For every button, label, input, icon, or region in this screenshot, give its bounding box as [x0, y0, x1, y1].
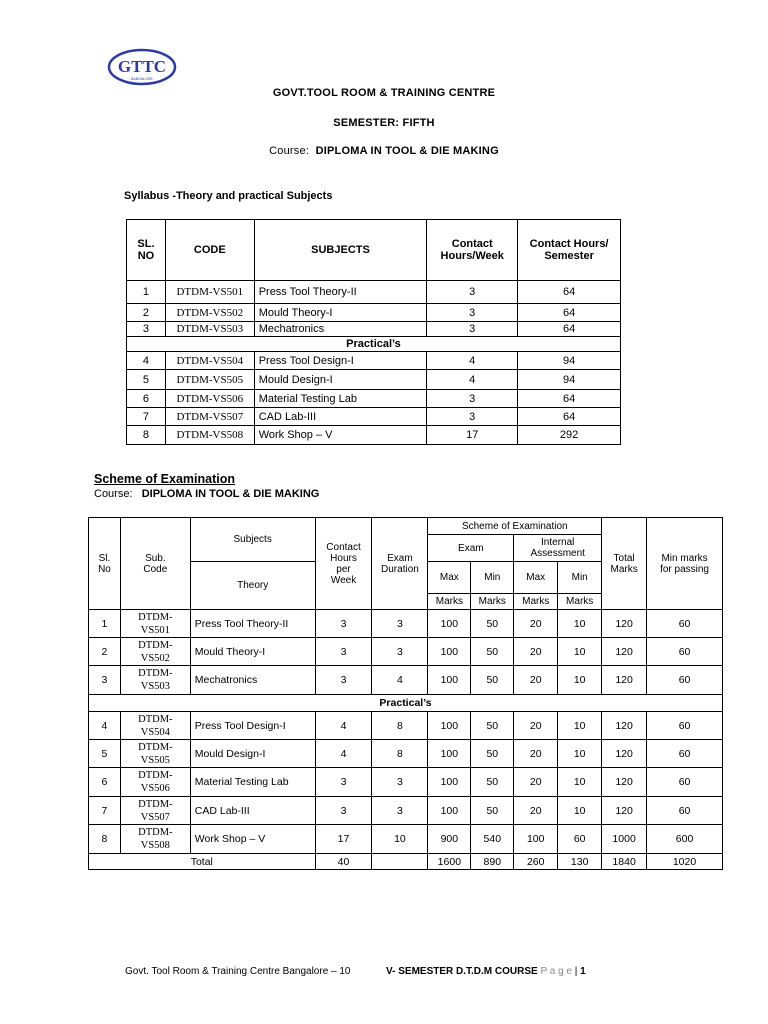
row-hours-sem: 94: [518, 352, 621, 370]
footer-right: [386, 966, 586, 977]
row-int-max: 20: [514, 638, 558, 666]
course-line: [0, 145, 768, 157]
row-pass: 600: [647, 825, 723, 854]
row-total: 120: [602, 638, 647, 666]
scheme-total-row: [89, 854, 723, 870]
total-pass: 1020: [647, 854, 723, 870]
syllabus-title: Syllabus -Theory and practical Subjects: [124, 190, 333, 202]
row-int-max: 100: [514, 825, 558, 854]
header-hours-sem: Contact Hours/ Semester: [518, 220, 621, 281]
scheme-course-label: Course:: [94, 488, 133, 500]
scheme-row: [89, 666, 723, 695]
scheme-header-marks-3: Marks: [514, 594, 558, 610]
row-code: DTDM- VS504: [120, 712, 190, 740]
row-total: 120: [602, 768, 647, 797]
row-int-min: 10: [558, 797, 602, 825]
row-exam-min: 50: [471, 610, 514, 638]
scheme-header-row-1: [89, 518, 723, 535]
row-sl: 7: [89, 797, 121, 825]
row-sl: 4: [89, 712, 121, 740]
row-int-max: 20: [514, 740, 558, 768]
row-exam-max: 100: [428, 797, 471, 825]
row-code: DTDM-VS503: [165, 322, 254, 337]
row-sl: 1: [127, 281, 166, 304]
total-int-max: 260: [514, 854, 558, 870]
scheme-header-exam-min: Min: [471, 562, 514, 594]
scheme-title: Scheme of Examination: [94, 472, 236, 486]
row-subject: Mechatronics: [190, 666, 315, 695]
scheme-header-marks-2: Marks: [471, 594, 514, 610]
scheme-header-min-pass: Min marks for passing: [647, 518, 723, 610]
scheme-row: [89, 638, 723, 666]
row-contact: 3: [315, 797, 372, 825]
syllabus-row: [127, 370, 621, 390]
header-sl: SL. NO: [127, 220, 166, 281]
row-duration: 8: [372, 712, 428, 740]
header-code: CODE: [165, 220, 254, 281]
total-label: Total: [89, 854, 316, 870]
row-total: 120: [602, 610, 647, 638]
scheme-row: [89, 610, 723, 638]
row-exam-max: 100: [428, 638, 471, 666]
row-subject: Press Tool Theory-II: [190, 610, 315, 638]
row-int-min: 10: [558, 638, 602, 666]
scheme-row: [89, 768, 723, 797]
row-int-min: 10: [558, 740, 602, 768]
row-int-min: 10: [558, 610, 602, 638]
row-pass: 60: [647, 638, 723, 666]
row-exam-min: 50: [471, 712, 514, 740]
scheme-course-name: DIPLOMA IN TOOL & DIE MAKING: [141, 488, 320, 500]
row-exam-max: 100: [428, 610, 471, 638]
row-int-min: 60: [558, 825, 602, 854]
row-pass: 60: [647, 610, 723, 638]
syllabus-table: [126, 219, 621, 445]
row-contact: 17: [315, 825, 372, 854]
scheme-header-int-max: Max: [514, 562, 558, 594]
row-int-max: 20: [514, 666, 558, 695]
org-title: GOVT.TOOL ROOM & TRAINING CENTRE: [272, 87, 496, 99]
row-exam-min: 50: [471, 797, 514, 825]
row-sl: 1: [89, 610, 121, 638]
row-code: DTDM- VS507: [120, 797, 190, 825]
row-subject: Material Testing Lab: [190, 768, 315, 797]
total-contact: 40: [315, 854, 372, 870]
scheme-header-subjects: Subjects: [190, 518, 315, 562]
scheme-header-internal: Internal Assessment: [514, 535, 602, 562]
row-code: DTDM- VS503: [120, 666, 190, 695]
row-subject: Mechatronics: [254, 322, 427, 337]
course-label: Course:: [269, 145, 310, 157]
row-duration: 4: [372, 666, 428, 695]
scheme-practical-body: [89, 712, 723, 854]
row-hours-sem: 64: [518, 304, 621, 322]
row-total: 1000: [602, 825, 647, 854]
scheme-practicals-row: [89, 695, 723, 712]
row-contact: 3: [315, 638, 372, 666]
syllabus-practicals-row: [127, 337, 621, 352]
scheme-practicals-label: Practical’s: [89, 695, 723, 712]
row-sl: 6: [127, 390, 166, 408]
course-name: DIPLOMA IN TOOL & DIE MAKING: [315, 145, 499, 157]
syllabus-row: [127, 352, 621, 370]
row-subject: Mould Theory-I: [254, 304, 427, 322]
row-duration: 3: [372, 768, 428, 797]
footer-left: Govt. Tool Room & Training Centre Bangalore – 10: [125, 966, 351, 977]
row-hours-sem: 64: [518, 322, 621, 337]
row-duration: 3: [372, 638, 428, 666]
row-total: 120: [602, 797, 647, 825]
scheme-theory-body: [89, 610, 723, 695]
row-hours-sem: 292: [518, 426, 621, 445]
row-subject: Work Shop – V: [254, 426, 427, 445]
row-duration: 8: [372, 740, 428, 768]
row-int-min: 10: [558, 666, 602, 695]
row-hours-week: 4: [427, 370, 518, 390]
row-hours-sem: 94: [518, 370, 621, 390]
logo-subtext: BANGALORE: [131, 77, 153, 81]
row-sl: 2: [127, 304, 166, 322]
scheme-header-theory: Theory: [190, 562, 315, 610]
row-pass: 60: [647, 740, 723, 768]
row-sl: 3: [89, 666, 121, 695]
scheme-header-marks-1: Marks: [428, 594, 471, 610]
row-subject: Mould Theory-I: [190, 638, 315, 666]
row-code: DTDM- VS508: [120, 825, 190, 854]
row-exam-max: 100: [428, 712, 471, 740]
row-hours-sem: 64: [518, 281, 621, 304]
row-hours-week: 3: [427, 408, 518, 426]
row-sl: 7: [127, 408, 166, 426]
syllabus-practical-body: [127, 352, 621, 445]
row-exam-min: 50: [471, 666, 514, 695]
scheme-header-exam: Exam: [428, 535, 514, 562]
row-exam-max: 100: [428, 740, 471, 768]
row-subject: CAD Lab-III: [190, 797, 315, 825]
total-int-min: 130: [558, 854, 602, 870]
row-total: 120: [602, 740, 647, 768]
row-subject: Press Tool Design-I: [190, 712, 315, 740]
row-exam-min: 540: [471, 825, 514, 854]
row-sl: 4: [127, 352, 166, 370]
row-total: 120: [602, 666, 647, 695]
syllabus-header-row: [127, 220, 621, 281]
row-code: DTDM- VS506: [120, 768, 190, 797]
row-code: DTDM-VS505: [165, 370, 254, 390]
row-exam-min: 50: [471, 768, 514, 797]
row-sl: 6: [89, 768, 121, 797]
row-code: DTDM-VS508: [165, 426, 254, 445]
row-int-max: 20: [514, 712, 558, 740]
syllabus-row: [127, 390, 621, 408]
row-exam-max: 900: [428, 825, 471, 854]
row-contact: 4: [315, 712, 372, 740]
row-exam-max: 100: [428, 768, 471, 797]
row-subject: Press Tool Design-I: [254, 352, 427, 370]
scheme-header-int-min: Min: [558, 562, 602, 594]
scheme-row: [89, 825, 723, 854]
header-subjects: SUBJECTS: [254, 220, 427, 281]
scheme-course-line: [94, 488, 319, 500]
scheme-header-contact: Contact Hours per Week: [315, 518, 372, 610]
row-hours-sem: 64: [518, 390, 621, 408]
footer-separator: |: [574, 966, 578, 977]
row-code: DTDM-VS502: [165, 304, 254, 322]
row-code: DTDM-VS504: [165, 352, 254, 370]
scheme-row: [89, 712, 723, 740]
row-subject: Press Tool Theory-II: [254, 281, 427, 304]
row-exam-min: 50: [471, 740, 514, 768]
row-sl: 5: [127, 370, 166, 390]
total-total: 1840: [602, 854, 647, 870]
row-hours-week: 17: [427, 426, 518, 445]
logo-text: GTTC: [117, 57, 167, 76]
syllabus-row: [127, 304, 621, 322]
row-contact: 3: [315, 666, 372, 695]
row-total: 120: [602, 712, 647, 740]
total-duration: [372, 854, 428, 870]
row-sl: 5: [89, 740, 121, 768]
syllabus-row: [127, 322, 621, 337]
row-code: DTDM-VS501: [165, 281, 254, 304]
syllabus-theory-body: [127, 281, 621, 337]
row-sl: 8: [127, 426, 166, 445]
row-pass: 60: [647, 768, 723, 797]
row-code: DTDM- VS502: [120, 638, 190, 666]
row-sl: 3: [127, 322, 166, 337]
row-subject: Mould Design-I: [190, 740, 315, 768]
scheme-header-subcode: Sub. Code: [120, 518, 190, 610]
row-subject: Work Shop – V: [190, 825, 315, 854]
row-int-min: 10: [558, 712, 602, 740]
row-hours-week: 3: [427, 390, 518, 408]
scheme-header-duration: Exam Duration: [372, 518, 428, 610]
scheme-row: [89, 740, 723, 768]
row-subject: Material Testing Lab: [254, 390, 427, 408]
row-code: DTDM- VS501: [120, 610, 190, 638]
row-contact: 4: [315, 740, 372, 768]
syllabus-row: [127, 426, 621, 445]
total-exam-min: 890: [471, 854, 514, 870]
row-subject: Mould Design-I: [254, 370, 427, 390]
scheme-header-scheme: Scheme of Examination: [428, 518, 602, 535]
row-int-max: 20: [514, 797, 558, 825]
row-hours-week: 4: [427, 352, 518, 370]
row-hours-week: 3: [427, 322, 518, 337]
row-int-max: 20: [514, 768, 558, 797]
footer-page-number: 1: [580, 966, 586, 977]
total-exam-max: 1600: [428, 854, 471, 870]
row-sl: 8: [89, 825, 121, 854]
row-code: DTDM-VS507: [165, 408, 254, 426]
row-contact: 3: [315, 768, 372, 797]
row-pass: 60: [647, 712, 723, 740]
row-subject: CAD Lab-III: [254, 408, 427, 426]
semester-title: SEMESTER: FIFTH: [333, 117, 435, 129]
row-exam-max: 100: [428, 666, 471, 695]
row-contact: 3: [315, 610, 372, 638]
row-pass: 60: [647, 797, 723, 825]
gttc-logo: [107, 48, 177, 86]
footer-course: V- SEMESTER D.T.D.M COURSE: [386, 966, 538, 977]
row-duration: 3: [372, 797, 428, 825]
scheme-header-marks-4: Marks: [558, 594, 602, 610]
syllabus-row: [127, 281, 621, 304]
row-int-min: 10: [558, 768, 602, 797]
row-duration: 10: [372, 825, 428, 854]
practicals-label: Practical’s: [127, 337, 621, 352]
row-hours-sem: 64: [518, 408, 621, 426]
row-code: DTDM- VS505: [120, 740, 190, 768]
scheme-header-total: Total Marks: [602, 518, 647, 610]
row-hours-week: 3: [427, 281, 518, 304]
row-hours-week: 3: [427, 304, 518, 322]
row-exam-min: 50: [471, 638, 514, 666]
row-code: DTDM-VS506: [165, 390, 254, 408]
scheme-header-exam-max: Max: [428, 562, 471, 594]
syllabus-row: [127, 408, 621, 426]
row-int-max: 20: [514, 610, 558, 638]
row-duration: 3: [372, 610, 428, 638]
row-pass: 60: [647, 666, 723, 695]
scheme-table: [88, 517, 723, 870]
scheme-header-sl: Sl. No: [89, 518, 121, 610]
footer-page-word: P a g e: [540, 966, 572, 977]
header-hours-week: Contact Hours/Week: [427, 220, 518, 281]
row-sl: 2: [89, 638, 121, 666]
scheme-row: [89, 797, 723, 825]
